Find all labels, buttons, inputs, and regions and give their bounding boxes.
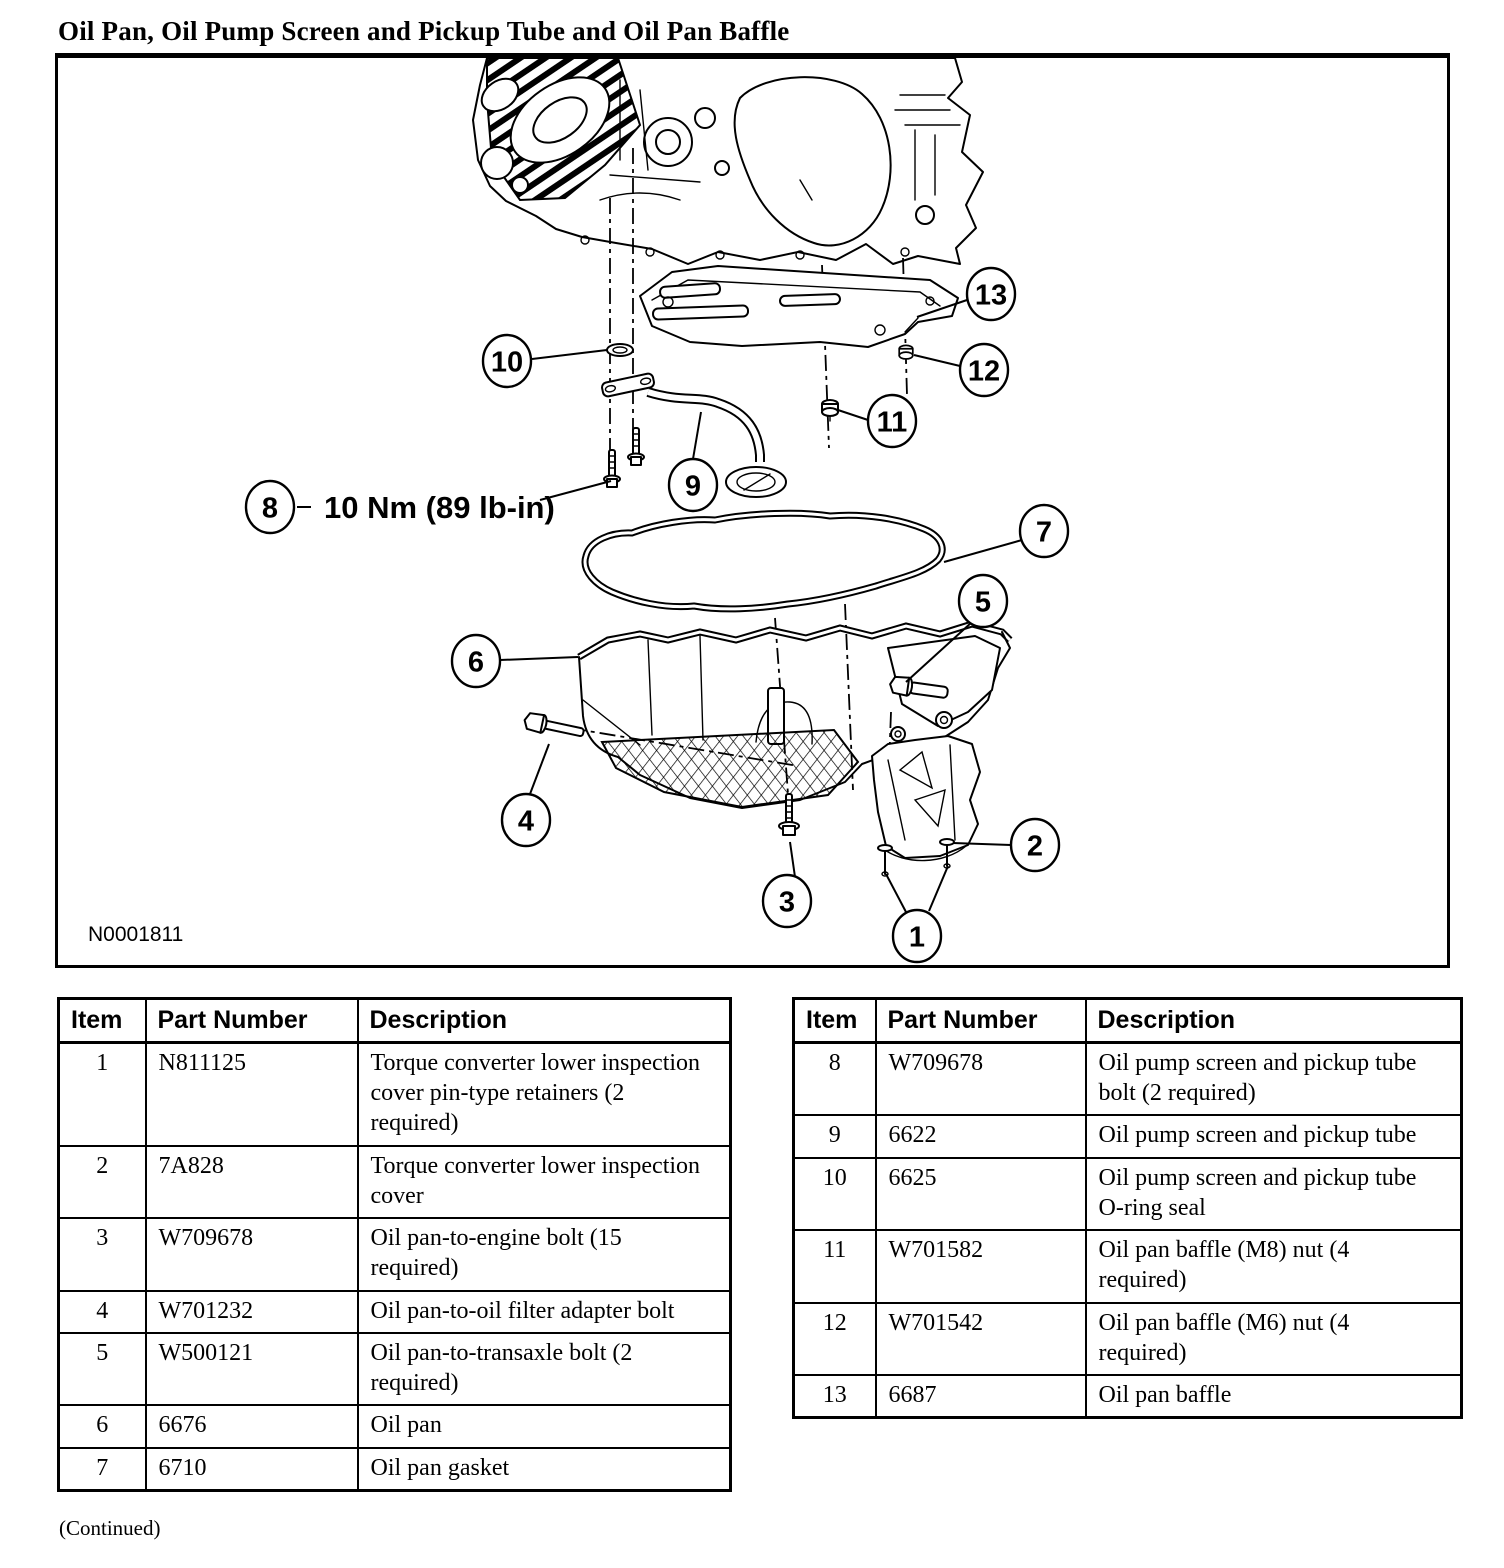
part-number-cell: 6622 bbox=[876, 1115, 1086, 1157]
description-cell: Torque converter lower inspection cover pin-type retainers (2 required) bbox=[358, 1043, 731, 1146]
baffle-m8-nut bbox=[822, 400, 838, 421]
description-cell: Oil pan-to-oil filter adapter bolt bbox=[358, 1291, 731, 1333]
description-cell: Torque converter lower inspection cover bbox=[358, 1146, 731, 1218]
item-cell: 5 bbox=[59, 1333, 146, 1405]
description-cell: Oil pan baffle bbox=[1086, 1375, 1462, 1418]
item-cell: 12 bbox=[794, 1303, 876, 1375]
table-row bbox=[59, 1448, 731, 1491]
table-row bbox=[59, 1146, 731, 1218]
callout-number-6: 6 bbox=[467, 646, 485, 679]
parts-table-right bbox=[792, 997, 1463, 1419]
callout-number-8: 8 bbox=[261, 492, 279, 525]
callout-number-10: 10 bbox=[490, 346, 524, 379]
table-row bbox=[59, 1043, 731, 1146]
description-cell: Oil pump screen and pickup tube bbox=[1086, 1115, 1462, 1157]
part-number-cell: W701232 bbox=[146, 1291, 358, 1333]
description-cell: Oil pump screen and pickup tube bolt (2 required) bbox=[1086, 1043, 1462, 1116]
item-cell: 8 bbox=[794, 1043, 876, 1116]
torque-spec-label: 10 Nm (89 lb-in) bbox=[324, 490, 555, 525]
item-cell: 13 bbox=[794, 1375, 876, 1418]
item-cell: 3 bbox=[59, 1218, 146, 1290]
page-title: Oil Pan, Oil Pump Screen and Pickup Tube and Oil Pan Baffle bbox=[58, 16, 790, 46]
part-number-cell: W701582 bbox=[876, 1230, 1086, 1302]
part-number-cell: 6710 bbox=[146, 1448, 358, 1491]
callout-number-3: 3 bbox=[778, 886, 796, 919]
part-number-cell: 6687 bbox=[876, 1375, 1086, 1418]
parts-table-left bbox=[57, 997, 732, 1492]
column-header-description: Description bbox=[358, 999, 731, 1043]
item-cell: 2 bbox=[59, 1146, 146, 1218]
diagram-frame bbox=[55, 53, 1450, 968]
exploded-view-illustration bbox=[58, 58, 1447, 965]
description-cell: Oil pan bbox=[358, 1405, 731, 1447]
column-header-part-number: Part Number bbox=[146, 999, 358, 1043]
description-cell: Oil pan baffle (M6) nut (4 required) bbox=[1086, 1303, 1462, 1375]
table-row bbox=[794, 1375, 1462, 1418]
pan-to-adapter-bolt bbox=[523, 711, 585, 741]
part-number-cell: W709678 bbox=[146, 1218, 358, 1290]
table-row bbox=[59, 1333, 731, 1405]
part-number-cell: 6625 bbox=[876, 1158, 1086, 1230]
oil-pan-baffle-illustration bbox=[640, 266, 958, 347]
table-row bbox=[794, 1115, 1462, 1157]
column-header-description: Description bbox=[1086, 999, 1462, 1043]
column-header-part-number: Part Number bbox=[876, 999, 1086, 1043]
pickup-tube-illustration bbox=[601, 344, 913, 497]
item-cell: 7 bbox=[59, 1448, 146, 1491]
callout-number-11: 11 bbox=[876, 406, 908, 439]
column-header-item: Item bbox=[794, 999, 876, 1043]
continued-note: (Continued) bbox=[59, 1516, 161, 1540]
part-number-cell: 6676 bbox=[146, 1405, 358, 1447]
table-row bbox=[794, 1303, 1462, 1375]
table-row bbox=[794, 1043, 1462, 1116]
table-header-row bbox=[794, 999, 1462, 1043]
item-cell: 1 bbox=[59, 1043, 146, 1146]
baffle-m6-nut bbox=[899, 345, 913, 363]
figure-number: N0001811 bbox=[88, 923, 184, 946]
item-cell: 11 bbox=[794, 1230, 876, 1302]
description-cell: Oil pan-to-engine bolt (15 required) bbox=[358, 1218, 731, 1290]
callout-number-1: 1 bbox=[908, 921, 926, 954]
item-cell: 4 bbox=[59, 1291, 146, 1333]
callout-number-13: 13 bbox=[974, 279, 1008, 312]
part-number-cell: W701542 bbox=[876, 1303, 1086, 1375]
item-cell: 6 bbox=[59, 1405, 146, 1447]
engine-block-illustration bbox=[473, 58, 983, 264]
oil-pan-gasket-illustration bbox=[585, 513, 942, 609]
table-header-row bbox=[59, 999, 731, 1043]
table-row bbox=[794, 1158, 1462, 1230]
part-number-cell: W709678 bbox=[876, 1043, 1086, 1116]
part-number-cell: 7A828 bbox=[146, 1146, 358, 1218]
description-cell: Oil pan-to-transaxle bolt (2 required) bbox=[358, 1333, 731, 1405]
callout-number-12: 12 bbox=[967, 355, 1001, 388]
table-row bbox=[794, 1230, 1462, 1302]
callout-number-9: 9 bbox=[684, 470, 702, 503]
callout-number-7: 7 bbox=[1035, 516, 1053, 549]
table-row bbox=[59, 1291, 731, 1333]
column-header-item: Item bbox=[59, 999, 146, 1043]
callout-number-2: 2 bbox=[1026, 830, 1044, 863]
item-cell: 9 bbox=[794, 1115, 876, 1157]
table-row bbox=[59, 1405, 731, 1447]
item-cell: 10 bbox=[794, 1158, 876, 1230]
callout-number-4: 4 bbox=[517, 805, 535, 838]
description-cell: Oil pan gasket bbox=[358, 1448, 731, 1491]
part-number-cell: W500121 bbox=[146, 1333, 358, 1405]
table-row bbox=[59, 1218, 731, 1290]
description-cell: Oil pan baffle (M8) nut (4 required) bbox=[1086, 1230, 1462, 1302]
callout-number-5: 5 bbox=[974, 586, 992, 619]
description-cell: Oil pump screen and pickup tube O-ring seal bbox=[1086, 1158, 1462, 1230]
part-number-cell: N811125 bbox=[146, 1043, 358, 1146]
